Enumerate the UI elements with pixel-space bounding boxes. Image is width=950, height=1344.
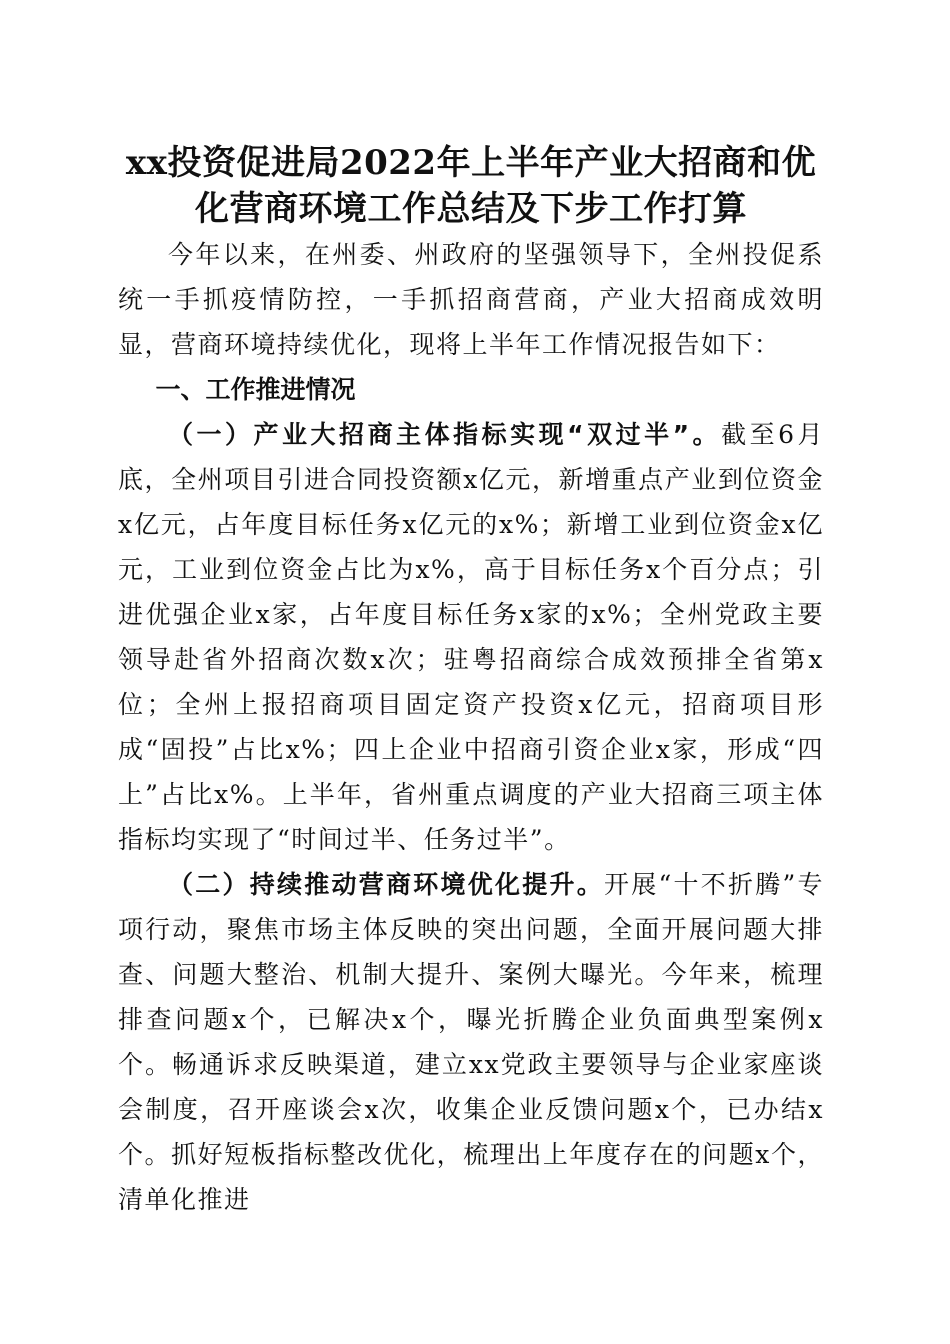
item-2-lead: （二）持续推动营商环境优化提升。 bbox=[168, 870, 604, 899]
item-1-paragraph bbox=[118, 412, 824, 862]
intro-paragraph: 今年以来，在州委、州政府的坚强领导下，全州投促系统一手抓疫情防控，一手抓招商营商，产业大招商成效明显，营商环境持续优化，现将上半年工作情况报告如下： bbox=[118, 240, 824, 359]
section-heading: 一、工作推进情况 bbox=[155, 375, 356, 404]
item-2-paragraph bbox=[118, 862, 824, 1222]
document-title: xx投资促进局2022年上半年产业大招商和优化营商环境工作总结及下步工作打算 bbox=[125, 143, 817, 229]
item-2-body: 开展“十不折腾”专项行动，聚焦市场主体反映的突出问题，全面开展问题大排查、问题大整治、机制大提升、案例大曝光。今年来，梳理排查问题x个，已解决x个，曝光折腾企业负面典型案例x个。畅通诉求反映渠道，建立xx党政主要领导与企业家座谈会制度，召开座谈会x次，收集企业反馈问题x个，已办结x个。抓好短板指标整改优化，梳理出上年度存在的问题x个，清单化推进 bbox=[118, 870, 824, 1214]
item-1-lead: （一）产业大招商主体指标实现“双过半”。 bbox=[168, 420, 722, 449]
item-1-body: 截至6月底，全州项目引进合同投资额x亿元，新增重点产业到位资金x亿元，占年度目标任务x亿元的x%；新增工业到位资金x亿元，工业到位资金占比为x%，高于目标任务x个百分点；引进优强企业x家，占年度目标任务x家的x%；全州党政主要领导赴省外招商次数x次；驻粤招商综合成效预排全省第x位；全州上报招商项目固定资产投资x亿元，招商项目形成“固投”占比x%；四上企业中招商引资企业x家，形成“四上”占比x%。上半年，省州重点调度的产业大招商三项主体指标均实现了“时间过半、任务过半”。 bbox=[118, 420, 824, 854]
